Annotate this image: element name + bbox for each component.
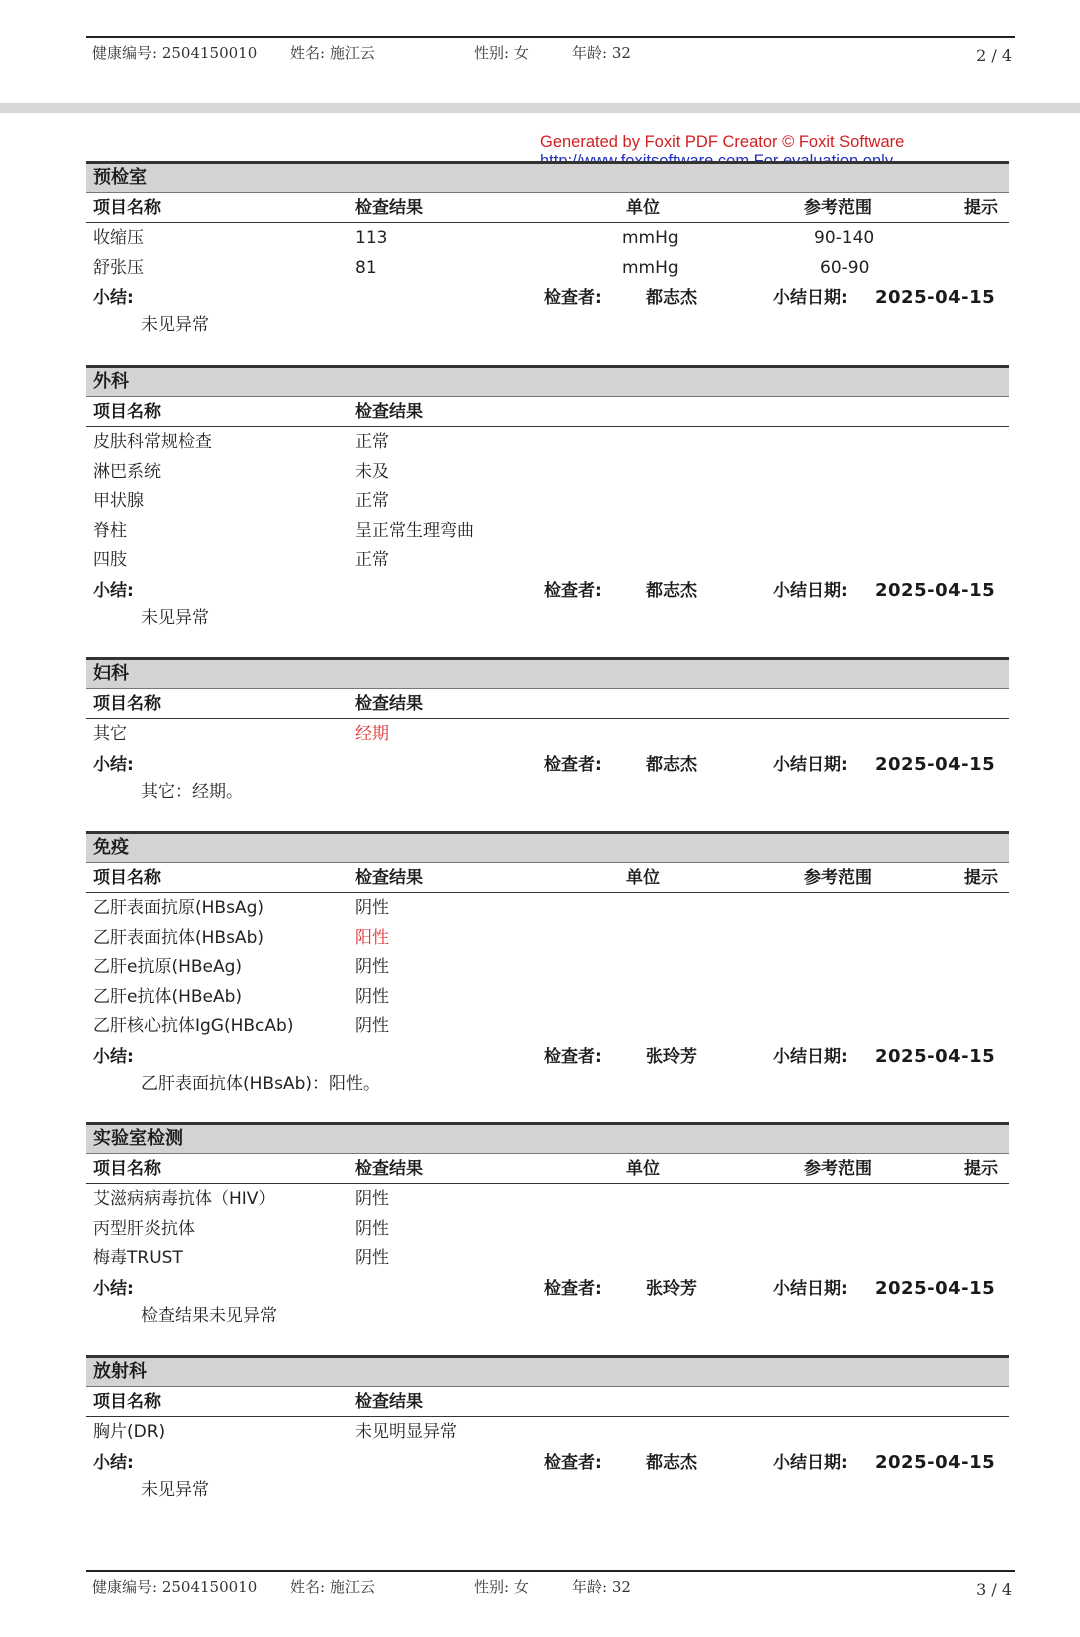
checker-label: 检查者: xyxy=(544,1278,602,1299)
patient-gender: 性别: 女 xyxy=(474,1578,529,1596)
summary-line xyxy=(86,1041,1009,1070)
section-gynecology xyxy=(86,657,1009,806)
health-id: 健康编号: 2504150010 xyxy=(92,44,258,62)
summary-text: 其它：经期。 xyxy=(141,781,243,802)
section-title: 放射科 xyxy=(86,1355,1009,1387)
summary-label: 小结: xyxy=(93,288,134,308)
summary-text: 未见异常 xyxy=(141,1479,209,1500)
item-name: 收缩压 xyxy=(93,228,144,248)
section-radiology xyxy=(86,1355,1009,1504)
summary-line xyxy=(86,1273,1009,1302)
checker-name: 都志杰 xyxy=(646,1452,697,1473)
col-item: 项目名称 xyxy=(93,1392,161,1412)
table-row xyxy=(86,253,1009,283)
table-row xyxy=(86,1011,1009,1041)
table-row xyxy=(86,1184,1009,1214)
table-row xyxy=(86,427,1009,457)
summary-text: 乙肝表面抗体(HBsAb)：阳性。 xyxy=(141,1073,380,1094)
summary-date: 2025-04-15 xyxy=(875,1045,996,1067)
table-row xyxy=(86,1417,1009,1447)
col-range: 参考范围 xyxy=(804,198,872,218)
table-row xyxy=(86,893,1009,923)
checker-name: 张玲芳 xyxy=(646,1278,697,1299)
item-result: 阴性 xyxy=(355,1189,389,1209)
section-surgery xyxy=(86,365,1009,632)
column-header xyxy=(86,1154,1009,1184)
summary-date: 2025-04-15 xyxy=(875,1451,996,1473)
item-name: 乙肝表面抗原(HBsAg) xyxy=(93,898,264,918)
item-name: 甲状腺 xyxy=(93,491,144,511)
item-name: 淋巴系统 xyxy=(93,461,161,482)
col-item: 项目名称 xyxy=(93,1159,161,1179)
page-number: 3 / 4 xyxy=(976,1580,1012,1599)
col-hint: 提示 xyxy=(964,198,998,218)
item-result-abnormal: 经期 xyxy=(355,724,389,744)
item-result: 113 xyxy=(355,228,388,248)
patient-name: 姓名: 施江云 xyxy=(290,44,375,62)
col-item: 项目名称 xyxy=(93,868,161,888)
item-name: 乙肝e抗体(HBeAb) xyxy=(93,986,243,1007)
item-name: 乙肝e抗原(HBeAg) xyxy=(93,957,243,977)
table-row xyxy=(86,457,1009,487)
page-number: 2 / 4 xyxy=(976,46,1012,65)
item-result-abnormal: 阳性 xyxy=(355,927,389,948)
col-hint: 提示 xyxy=(964,1159,998,1179)
section-title: 预检室 xyxy=(86,161,1009,193)
summary-line xyxy=(86,749,1009,778)
patient-age: 年龄: 32 xyxy=(572,44,631,62)
checker-label: 检查者: xyxy=(544,580,602,601)
summary-label: 小结: xyxy=(93,1452,134,1473)
checker-label: 检查者: xyxy=(544,288,602,308)
patient-gender: 性别: 女 xyxy=(474,44,529,62)
date-label: 小结日期: xyxy=(773,1452,848,1473)
table-row xyxy=(86,486,1009,516)
section-title: 妇科 xyxy=(86,657,1009,689)
summary-date: 2025-04-15 xyxy=(875,287,996,308)
col-unit: 单位 xyxy=(626,1159,660,1179)
section-laboratory xyxy=(86,1122,1009,1330)
date-label: 小结日期: xyxy=(773,1278,848,1299)
patient-name: 姓名: 施江云 xyxy=(290,1578,375,1596)
summary-label: 小结: xyxy=(93,754,134,775)
section-precheck xyxy=(86,161,1009,339)
col-result: 检查结果 xyxy=(355,198,423,218)
page-separator xyxy=(0,103,1080,113)
item-result: 阴性 xyxy=(355,1248,389,1268)
item-result: 呈正常生理弯曲 xyxy=(355,520,474,541)
item-result: 阴性 xyxy=(355,1016,389,1036)
item-name: 乙肝表面抗体(HBsAb) xyxy=(93,927,264,948)
item-result: 阴性 xyxy=(355,1218,389,1239)
col-unit: 单位 xyxy=(626,868,660,888)
table-row xyxy=(86,982,1009,1012)
item-result: 阴性 xyxy=(355,898,389,918)
summary-text: 检查结果未见异常 xyxy=(141,1305,277,1326)
item-unit: mmHg xyxy=(622,228,679,248)
col-unit: 单位 xyxy=(626,198,660,218)
item-name: 其它 xyxy=(93,724,127,744)
item-name: 舒张压 xyxy=(93,257,144,278)
col-result: 检查结果 xyxy=(355,694,423,714)
section-immunology xyxy=(86,831,1009,1098)
table-row xyxy=(86,952,1009,982)
table-row xyxy=(86,545,1009,575)
col-result: 检查结果 xyxy=(355,1392,423,1412)
item-result: 81 xyxy=(355,257,377,278)
summary-date: 2025-04-15 xyxy=(875,753,996,775)
col-range: 参考范围 xyxy=(804,868,872,888)
column-header xyxy=(86,1387,1009,1417)
col-item: 项目名称 xyxy=(93,402,161,422)
summary-label: 小结: xyxy=(93,580,134,601)
column-header xyxy=(86,397,1009,427)
item-result: 阴性 xyxy=(355,957,389,977)
table-row xyxy=(86,1243,1009,1273)
col-result: 检查结果 xyxy=(355,1159,423,1179)
health-id: 健康编号: 2504150010 xyxy=(92,1578,258,1596)
summary-date: 2025-04-15 xyxy=(875,1277,996,1299)
item-result: 未及 xyxy=(355,461,389,482)
summary-text: 未见异常 xyxy=(141,607,209,628)
summary-text: 未见异常 xyxy=(141,315,209,335)
table-row xyxy=(86,516,1009,546)
table-row xyxy=(86,719,1009,749)
header-rule xyxy=(86,1570,1015,1572)
col-range: 参考范围 xyxy=(804,1159,872,1179)
item-result: 阴性 xyxy=(355,986,389,1007)
date-label: 小结日期: xyxy=(773,1046,848,1067)
watermark-line-1: Generated by Foxit PDF Creator © Foxit Software xyxy=(540,133,905,151)
item-result: 正常 xyxy=(355,550,389,570)
table-row xyxy=(86,1214,1009,1244)
section-title: 免疫 xyxy=(86,831,1009,863)
item-unit: mmHg xyxy=(622,257,679,278)
summary-label: 小结: xyxy=(93,1278,134,1299)
summary-label: 小结: xyxy=(93,1046,134,1067)
table-row xyxy=(86,923,1009,953)
item-name: 胸片(DR) xyxy=(93,1422,166,1442)
table-row xyxy=(86,223,1009,253)
checker-label: 检查者: xyxy=(544,1046,602,1067)
date-label: 小结日期: xyxy=(773,754,848,775)
col-hint: 提示 xyxy=(964,868,998,888)
checker-name: 都志杰 xyxy=(646,288,697,308)
patient-age: 年龄: 32 xyxy=(572,1578,631,1596)
item-name: 丙型肝炎抗体 xyxy=(93,1218,195,1239)
header-rule xyxy=(86,36,1015,38)
date-label: 小结日期: xyxy=(773,288,848,308)
checker-name: 都志杰 xyxy=(646,580,697,601)
item-name: 皮肤科常规检查 xyxy=(93,432,212,452)
summary-line xyxy=(86,282,1009,311)
col-item: 项目名称 xyxy=(93,694,161,714)
checker-label: 检查者: xyxy=(544,1452,602,1473)
item-result: 正常 xyxy=(355,432,389,452)
item-result: 正常 xyxy=(355,491,389,511)
checker-name: 张玲芳 xyxy=(646,1046,697,1067)
item-name: 四肢 xyxy=(93,550,127,570)
column-header xyxy=(86,193,1009,223)
column-header xyxy=(86,689,1009,719)
item-name: 梅毒TRUST xyxy=(93,1248,183,1268)
item-name: 艾滋病病毒抗体（HIV） xyxy=(93,1189,276,1209)
date-label: 小结日期: xyxy=(773,580,848,601)
item-result: 未见明显异常 xyxy=(355,1422,457,1442)
section-title: 实验室检测 xyxy=(86,1122,1009,1154)
col-item: 项目名称 xyxy=(93,198,161,218)
summary-line xyxy=(86,1447,1009,1476)
item-name: 脊柱 xyxy=(93,520,127,541)
col-result: 检查结果 xyxy=(355,868,423,888)
section-title: 外科 xyxy=(86,365,1009,397)
column-header xyxy=(86,863,1009,893)
col-result: 检查结果 xyxy=(355,402,423,422)
summary-line xyxy=(86,575,1009,604)
checker-name: 都志杰 xyxy=(646,754,697,775)
summary-date: 2025-04-15 xyxy=(875,579,996,601)
checker-label: 检查者: xyxy=(544,754,602,775)
item-range: 60-90 xyxy=(820,257,870,278)
item-range: 90-140 xyxy=(814,228,875,248)
item-name: 乙肝核心抗体IgG(HBcAb) xyxy=(93,1016,294,1036)
